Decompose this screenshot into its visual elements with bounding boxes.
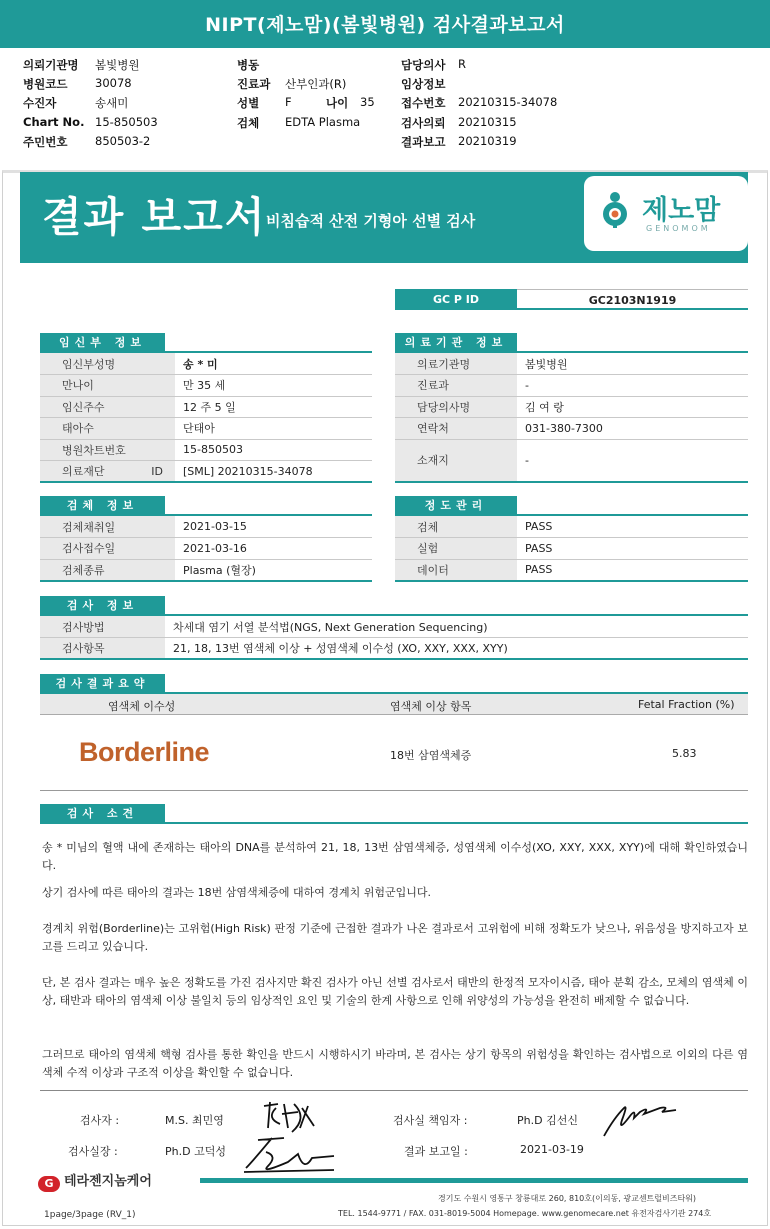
field-value: PASS xyxy=(517,516,748,538)
section-title-test: 검사 정보 xyxy=(40,596,165,615)
section-title-institution: 의료기관 정보 xyxy=(395,333,517,352)
field-label: 검사항목 xyxy=(40,638,165,660)
header-label: 병원코드 xyxy=(23,77,68,91)
table-row xyxy=(395,396,748,418)
lab-director-label: 검사실장 : xyxy=(68,1145,118,1158)
header-value: EDTA Plasma xyxy=(285,115,361,129)
gcpid-value: GC2103N1919 xyxy=(517,289,748,310)
lab-head-signature-icon xyxy=(600,1098,680,1140)
field-label: 만나이 xyxy=(40,375,175,397)
field-label: 검체 xyxy=(395,516,517,538)
signature-divider xyxy=(40,1090,748,1091)
table-row xyxy=(40,516,372,538)
tester-label: 검사자 : xyxy=(80,1114,120,1127)
header-value: 20210315 xyxy=(458,115,517,129)
section-title-opinion: 검사 소견 xyxy=(40,804,165,823)
footer-address: 경기도 수원시 영통구 창룡대로 260, 810호(이의동, 광교센트럴비즈타워) xyxy=(438,1194,697,1203)
field-value: 차세대 염기 서열 분석법(NGS, Next Generation Sequencing) xyxy=(165,616,748,638)
header-value: R xyxy=(458,57,466,71)
section-divider xyxy=(40,822,748,824)
table-row xyxy=(40,375,372,397)
header-value: 20210315-34078 xyxy=(458,95,558,109)
banner-subtitle: 비침습적 산전 기형아 선별 검사 xyxy=(266,212,476,230)
header-label: 주민번호 xyxy=(23,135,68,149)
table-row xyxy=(395,353,748,375)
age-label: 나이 xyxy=(326,96,349,110)
company-logo-icon: G xyxy=(38,1176,60,1192)
header-label: 수진자 xyxy=(23,96,57,110)
header-label: 접수번호 xyxy=(401,96,446,110)
test-info-table xyxy=(40,616,748,660)
opinion-paragraph: 단, 본 검사 결과는 매우 높은 정확도를 가진 검사지만 확진 검사가 아닌 선별 검사로서 태반의 한정적 모자이시즘, 태아 분획 감소, 모체의 염색체 이상, 태반과 태아의 염색체 이상 불일치 등의 임상적인 요인 및 기술의 한계 사항으로 인해 위양성의 가능성을 완전히 배제할 수 없습니다. xyxy=(42,976,748,1007)
table-row xyxy=(40,418,372,440)
header-label: 병동 xyxy=(237,58,260,72)
section-title-specimen: 검체 정보 xyxy=(40,496,165,515)
genomom-logo xyxy=(584,176,748,251)
summary-col-item: 염색체 이상 항목 xyxy=(390,700,472,713)
field-value: [SML] 20210315-34078 xyxy=(175,461,372,483)
pregnant-info-table xyxy=(40,353,372,483)
gcpid-label: GC P ID xyxy=(395,289,517,310)
header-label: 검체 xyxy=(237,116,260,130)
header-col2 xyxy=(237,57,387,137)
field-value: 15-850503 xyxy=(175,439,372,461)
table-row xyxy=(395,439,748,482)
logo-tagline: GENOMOM xyxy=(646,224,711,233)
field-label: 의료기관명 xyxy=(395,353,517,375)
field-label: 임신주수 xyxy=(40,396,175,418)
logo-name: 제노맘 xyxy=(642,195,721,226)
table-row xyxy=(395,375,748,397)
field-value: Plasma (혈장) xyxy=(175,559,372,581)
field-value: 봄빛병원 xyxy=(517,353,748,375)
field-label: 소재지 xyxy=(395,439,517,482)
summary-col-aneuploidy: 염색체 이수성 xyxy=(108,700,176,713)
age-value: 35 xyxy=(360,95,375,109)
lab-director-name: Ph.D 고덕성 xyxy=(165,1145,226,1158)
header-value: F xyxy=(285,95,292,109)
field-label: 검사접수일 xyxy=(40,538,175,560)
header-label: 성별 xyxy=(237,96,260,110)
summary-divider xyxy=(40,790,748,791)
section-title-pregnant: 임신부 정보 xyxy=(40,333,165,352)
header-label: 진료과 xyxy=(237,77,271,91)
banner-title: 결과 보고서 xyxy=(42,193,267,241)
field-value: - xyxy=(517,375,748,397)
footer-contact: TEL. 1544-9771 / FAX. 031-8019-5004 Homepage. www.genomecare.net 유전자검사기관 274호 xyxy=(338,1209,712,1218)
header-value: 15-850503 xyxy=(95,115,158,129)
company-logo xyxy=(38,1170,152,1192)
table-row xyxy=(40,439,372,461)
footer-bar xyxy=(200,1178,748,1183)
table-row xyxy=(40,559,372,581)
field-label: 병원차트번호 xyxy=(40,439,175,461)
header-label: Chart No. xyxy=(23,115,85,129)
field-value: 2021-03-15 xyxy=(175,516,372,538)
header-col3 xyxy=(401,57,581,152)
header-value: 봄빛병원 xyxy=(95,58,140,72)
table-row xyxy=(40,616,748,638)
report-title: NIPT(제노맘)(봄빛병원) 검사결과보고서 xyxy=(0,0,770,48)
table-row xyxy=(40,538,372,560)
field-label: 의료재단 ID xyxy=(40,461,175,483)
lab-head-label: 검사실 책임자 : xyxy=(393,1114,468,1127)
summary-fetal-fraction: 5.83 xyxy=(672,747,697,760)
header-col1 xyxy=(23,57,203,152)
field-value: 김 여 랑 xyxy=(517,396,748,418)
report-date: 2021-03-19 xyxy=(520,1143,584,1156)
header-label: 담당의사 xyxy=(401,58,446,72)
table-row xyxy=(40,396,372,418)
field-value: 송 * 미 xyxy=(175,353,372,375)
field-label: 검체종류 xyxy=(40,559,175,581)
header-value: 산부인과(R) xyxy=(285,77,347,91)
field-value: 031-380-7300 xyxy=(517,418,748,440)
summary-result: Borderline xyxy=(79,737,210,767)
table-row xyxy=(40,638,748,660)
header-value: 송새미 xyxy=(95,96,129,110)
header-value: 30078 xyxy=(95,76,132,90)
header-value: 850503-2 xyxy=(95,134,151,148)
field-value: 만 35 세 xyxy=(175,375,372,397)
field-label: 임신부성명 xyxy=(40,353,175,375)
lab-director-signature-icon xyxy=(238,1132,338,1176)
summary-header xyxy=(40,694,748,715)
field-label: 검체채취일 xyxy=(40,516,175,538)
opinion-paragraph: 송 * 미님의 혈액 내에 존재하는 태아의 DNA를 분석하여 21, 18, 13번 삼염색체증, 성염색체 이수성(XO, XXY, XXX, XYY)에 대해 확인하였습니다. xyxy=(42,841,748,872)
header-label: 검사의뢰 xyxy=(401,116,446,130)
qc-info-table xyxy=(395,516,748,582)
field-label: 진료과 xyxy=(395,375,517,397)
opinion-paragraph: 상기 검사에 따른 태아의 결과는 18번 삼염색체증에 대하여 경계치 위험군입니다. xyxy=(42,886,431,899)
summary-col-fetal-fraction: Fetal Fraction (%) xyxy=(638,698,735,711)
field-label: 담당의사명 xyxy=(395,396,517,418)
field-value: 21, 18, 13번 염색체 이상 + 성염색체 이수성 (XO, XXY, XXX, XYY) xyxy=(165,638,748,660)
section-title-summary: 검사결과요약 xyxy=(40,674,165,693)
field-label: 데이터 xyxy=(395,559,517,581)
summary-item: 18번 삼염색체증 xyxy=(390,749,472,762)
page-number: 1page/3page (RV_1) xyxy=(44,1210,136,1220)
specimen-info-table xyxy=(40,516,372,582)
header-value: 20210319 xyxy=(458,134,517,148)
header-label: 의뢰기관명 xyxy=(23,58,79,72)
field-value: 2021-03-16 xyxy=(175,538,372,560)
institution-info-table xyxy=(395,353,748,483)
tester-name: M.S. 최민영 xyxy=(165,1114,224,1127)
opinion-paragraph: 경계치 위험(Borderline)는 고위험(High Risk) 판정 기준에 근접한 결과가 나온 결과로서 고위험에 비해 정확도가 낮으나, 위음성을 방지하고자 보고를 드리고 있습니다. xyxy=(42,922,748,953)
genomom-logo-icon xyxy=(598,190,632,228)
field-label: 태아수 xyxy=(40,418,175,440)
table-row xyxy=(395,538,748,560)
field-value: PASS xyxy=(517,559,748,581)
company-name: 테라젠지놈케어 xyxy=(64,1174,152,1189)
report-date-label: 결과 보고일 : xyxy=(404,1145,468,1158)
field-label: 실험 xyxy=(395,538,517,560)
section-title-qc: 정도관리 xyxy=(395,496,517,515)
opinion-paragraph: 그러므로 태아의 염색체 핵형 검사를 통한 확인을 반드시 시행하시기 바라며, 본 검사는 상기 항목의 위험성을 확인하는 검사법으로 이외의 다른 염색체 수적 이상과 구조적 이상을 확인할 수 없습니다. xyxy=(42,1048,748,1079)
table-row xyxy=(395,516,748,538)
table-row xyxy=(395,418,748,440)
table-row xyxy=(40,353,372,375)
header-label: 임상정보 xyxy=(401,77,446,91)
header-label: 결과보고 xyxy=(401,135,446,149)
table-row xyxy=(395,559,748,581)
lab-head-name: Ph.D 김선신 xyxy=(517,1114,578,1127)
field-label: 검사방법 xyxy=(40,616,165,638)
field-value: 단태아 xyxy=(175,418,372,440)
field-value: - xyxy=(517,439,748,482)
field-value: PASS xyxy=(517,538,748,560)
field-value: 12 주 5 일 xyxy=(175,396,372,418)
field-label: 연락처 xyxy=(395,418,517,440)
table-row xyxy=(40,461,372,483)
